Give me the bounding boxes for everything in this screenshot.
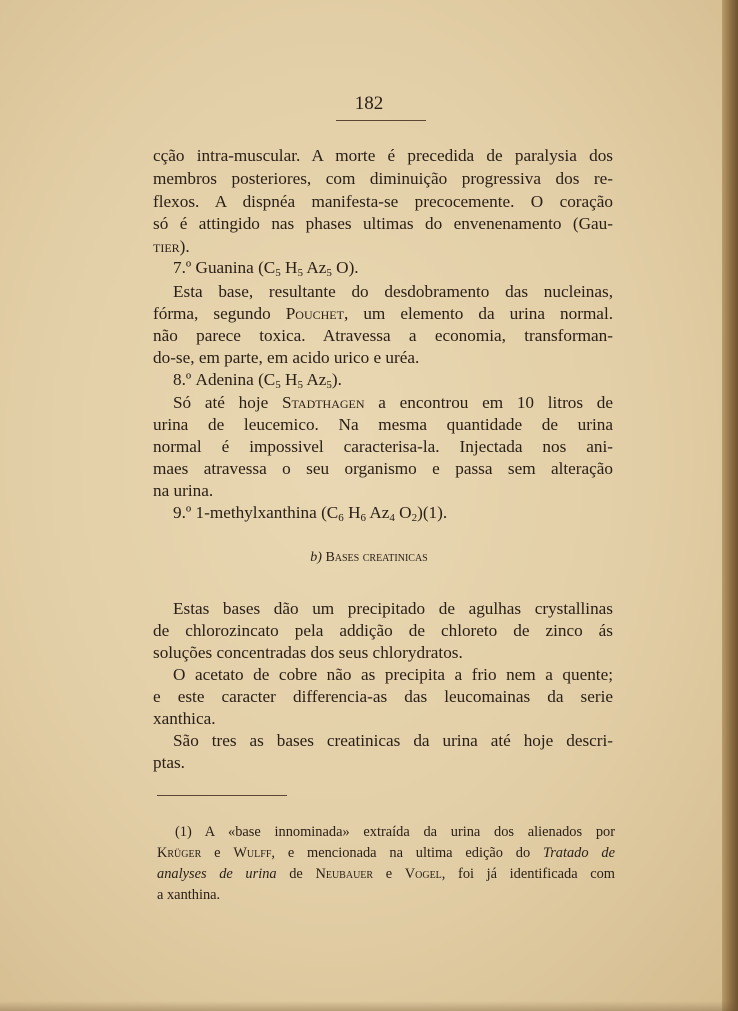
section-line: São tres as bases creatinicas da urina até hoje descri- bbox=[173, 731, 613, 750]
item-guanina: 7.º Guanina ($C_5$ $H_5$ $Az_5$ O). bbox=[173, 258, 359, 279]
section-line: O acetato de cobre não as precipita a frio nem a quente; bbox=[173, 665, 613, 684]
footnote-ref: (1). bbox=[422, 503, 448, 522]
formula-methylxanthina: ($C_6$ $H_6$ $Az_4$ $O_2$) bbox=[321, 503, 423, 524]
body-line: membros posteriores, com diminuição progressiva dos re- bbox=[153, 169, 613, 188]
body-line: Esta base, resultante do desdobramento das nucleinas, bbox=[173, 282, 613, 301]
body-line: do-se, em parte, em acido urico e uréa. bbox=[153, 348, 420, 367]
body-line: fórma, segundo Pouchet, um elemento da urina normal. bbox=[153, 304, 614, 323]
footnote-line: (1) A «base innominada» extraída da urina dos alienados por bbox=[175, 824, 615, 840]
footnote-line: analyses de urina de Neubauer e Vogel, foi já identificada com bbox=[157, 866, 615, 882]
section-line: e este caracter differencia-as das leucomainas da serie bbox=[153, 687, 613, 706]
section-line: Estas bases dão um precipitado de agulhas crystallinas bbox=[173, 599, 613, 618]
item-adenina: 8.º Adenina ($C_5$ $H_5$ $Az_5$). bbox=[173, 370, 342, 391]
body-line: cção intra-muscular. A morte é precedida de paralysia dos bbox=[153, 146, 613, 165]
author-name: Stadthagen bbox=[281, 393, 365, 412]
footnote-line: Krüger e Wulff, e mencionada na ultima edição do Tratado de bbox=[157, 845, 615, 861]
item-methylxanthina: 9.º 1-methylxanthina ($C_6$ $H_6$ $Az_4$ $O_2)(1)$. bbox=[173, 503, 448, 524]
body-line: só é attingido nas phases ultimas do envenenamento (Gau- bbox=[153, 214, 613, 233]
page-bottom-shadow bbox=[0, 1001, 738, 1011]
footnote-line: a xanthina. bbox=[157, 887, 221, 903]
formula-guanina: ($C_5$ $H_5$ $Az_5$ O). bbox=[258, 258, 359, 279]
header-rule bbox=[336, 120, 426, 121]
section-heading: b) Bases creatinicas bbox=[310, 550, 428, 565]
body-line: tier). bbox=[153, 237, 190, 256]
body-line: maes atravessa o seu organismo e passa sem alteração bbox=[153, 459, 613, 478]
body-line: Só até hoje Stadthagen a encontrou em 10 litros de bbox=[173, 393, 614, 412]
footnote-rule bbox=[157, 795, 287, 796]
formula-adenina: ($C_5$ $H_5$ $Az_5$). bbox=[258, 370, 342, 391]
author-name: Pouchet bbox=[285, 304, 344, 323]
section-line: soluções concentradas dos seus chlorydratos. bbox=[153, 643, 463, 662]
section-line: ptas. bbox=[153, 753, 185, 772]
body-line: normal é impossivel caracterisa-la. Injectada nos ani- bbox=[153, 437, 613, 456]
body-line: não parece toxica. Atravessa a economia, transforman- bbox=[153, 326, 613, 345]
section-line: xanthica. bbox=[153, 709, 216, 728]
body-line: urina de leucemico. Na mesma quantidade de urina bbox=[153, 415, 613, 434]
page-number: 182 bbox=[354, 93, 384, 114]
page-edge bbox=[722, 0, 738, 1011]
body-line: flexos. A dispnéa manifesta-se precocemente. O coração bbox=[153, 192, 613, 211]
section-line: de chlorozincato pela addição de chloreto de zinco ás bbox=[153, 621, 613, 640]
body-line: na urina. bbox=[153, 481, 214, 500]
